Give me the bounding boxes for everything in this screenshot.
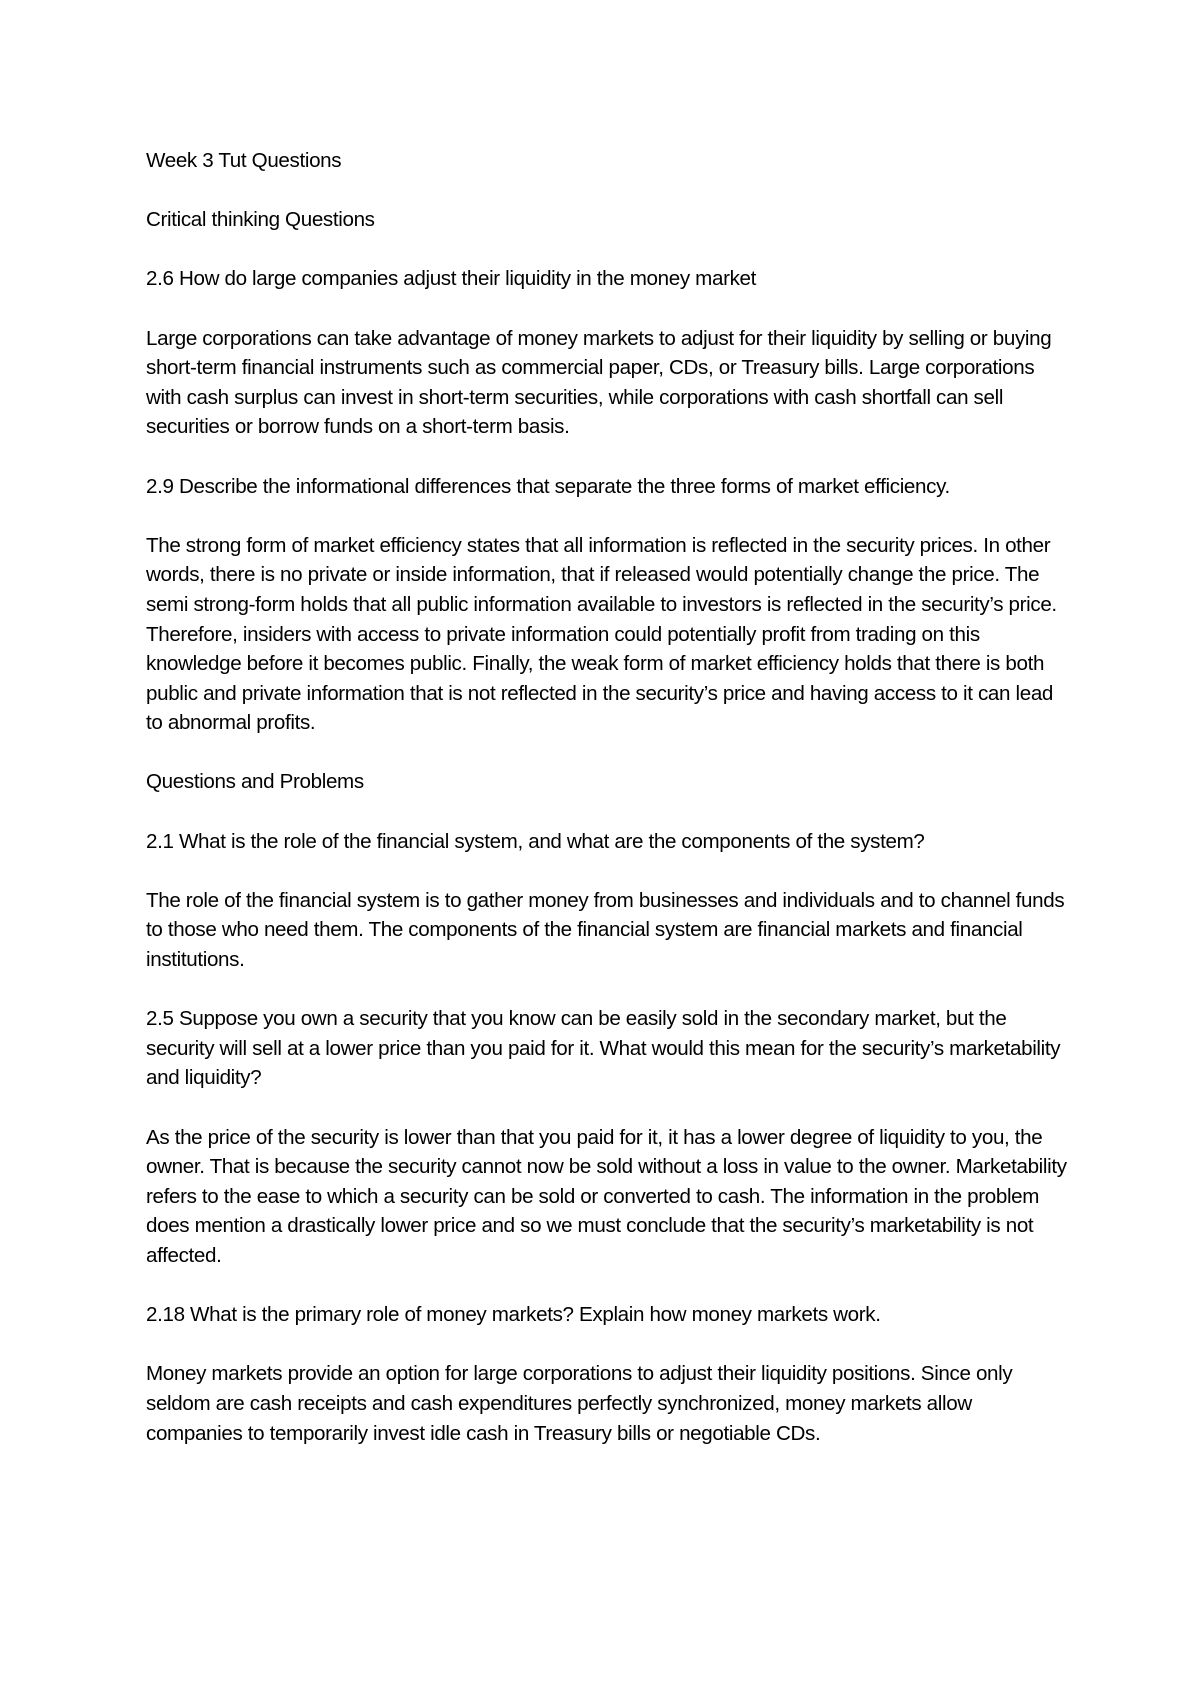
answer-2-1: The role of the financial system is to gather money from businesses and individuals and to channel funds to those who need them. The components of the financial system are financial markets and financial institutions.: [146, 888, 1065, 972]
question-2-1: 2.1 What is the role of the financial system, and what are the components of the system?: [146, 829, 925, 853]
section-heading-questions-problems: Questions and Problems: [146, 770, 364, 794]
question-2-5: 2.5 Suppose you own a security that you know can be easily sold in the secondary market, but the security will sell at a lower price than you paid for it. What would this mean for the security’s marketability and liquidity?: [146, 1007, 1061, 1090]
question-2-18: 2.18 What is the primary role of money markets? Explain how money markets work.: [146, 1303, 881, 1327]
question-2-6: 2.6 How do large companies adjust their liquidity in the money market: [146, 267, 757, 291]
answer-2-9: The strong form of market efficiency states that all information is reflected in the security prices. In other words, there is no private or inside information, that if released would potentially change the price. The semi strong-form holds that all public information available to investors is reflected in the security’s price. Therefore, insiders with access to private information could potentially profit from trading on this knowledge before it becomes public. Finally, the weak form of market efficiency holds that there is both public and private information that is not reflected in the security’s price and having access to it can lead to abnormal profits.: [146, 533, 1057, 735]
document-title: Week 3 Tut Questions: [146, 149, 342, 172]
section-heading-critical-thinking: Critical thinking Questions: [146, 208, 375, 232]
answer-2-5: As the price of the security is lower than that you paid for it, it has a lower degree of liquidity to you, the owner. That is because the security cannot now be sold without a loss in value to the owner. Marketability refers to the ease to which a security can be sold or converted to cash. The information in the problem does mention a drastically lower price and so we must conclude that the security’s marketability is not affected.: [146, 1125, 1067, 1267]
document-body: [146, 146, 1071, 1478]
answer-2-6: Large corporations can take advantage of money markets to adjust for their liquidity by selling or buying short-term financial instruments such as commercial paper, CDs, or Treasury bills. Large corporations with cash surplus can invest in short-term securities, while corporations with cash shortfall can sell securities or borrow funds on a short-term basis.: [146, 326, 1052, 439]
question-2-9: 2.9 Describe the informational differences that separate the three forms of market efficiency.: [146, 474, 950, 498]
answer-2-18: Money markets provide an option for large corporations to adjust their liquidity positions. Since only seldom are cash receipts and cash expenditures perfectly synchronized, money markets allow companies to temporarily invest idle cash in Treasury bills or negotiable CDs.: [146, 1362, 1013, 1445]
